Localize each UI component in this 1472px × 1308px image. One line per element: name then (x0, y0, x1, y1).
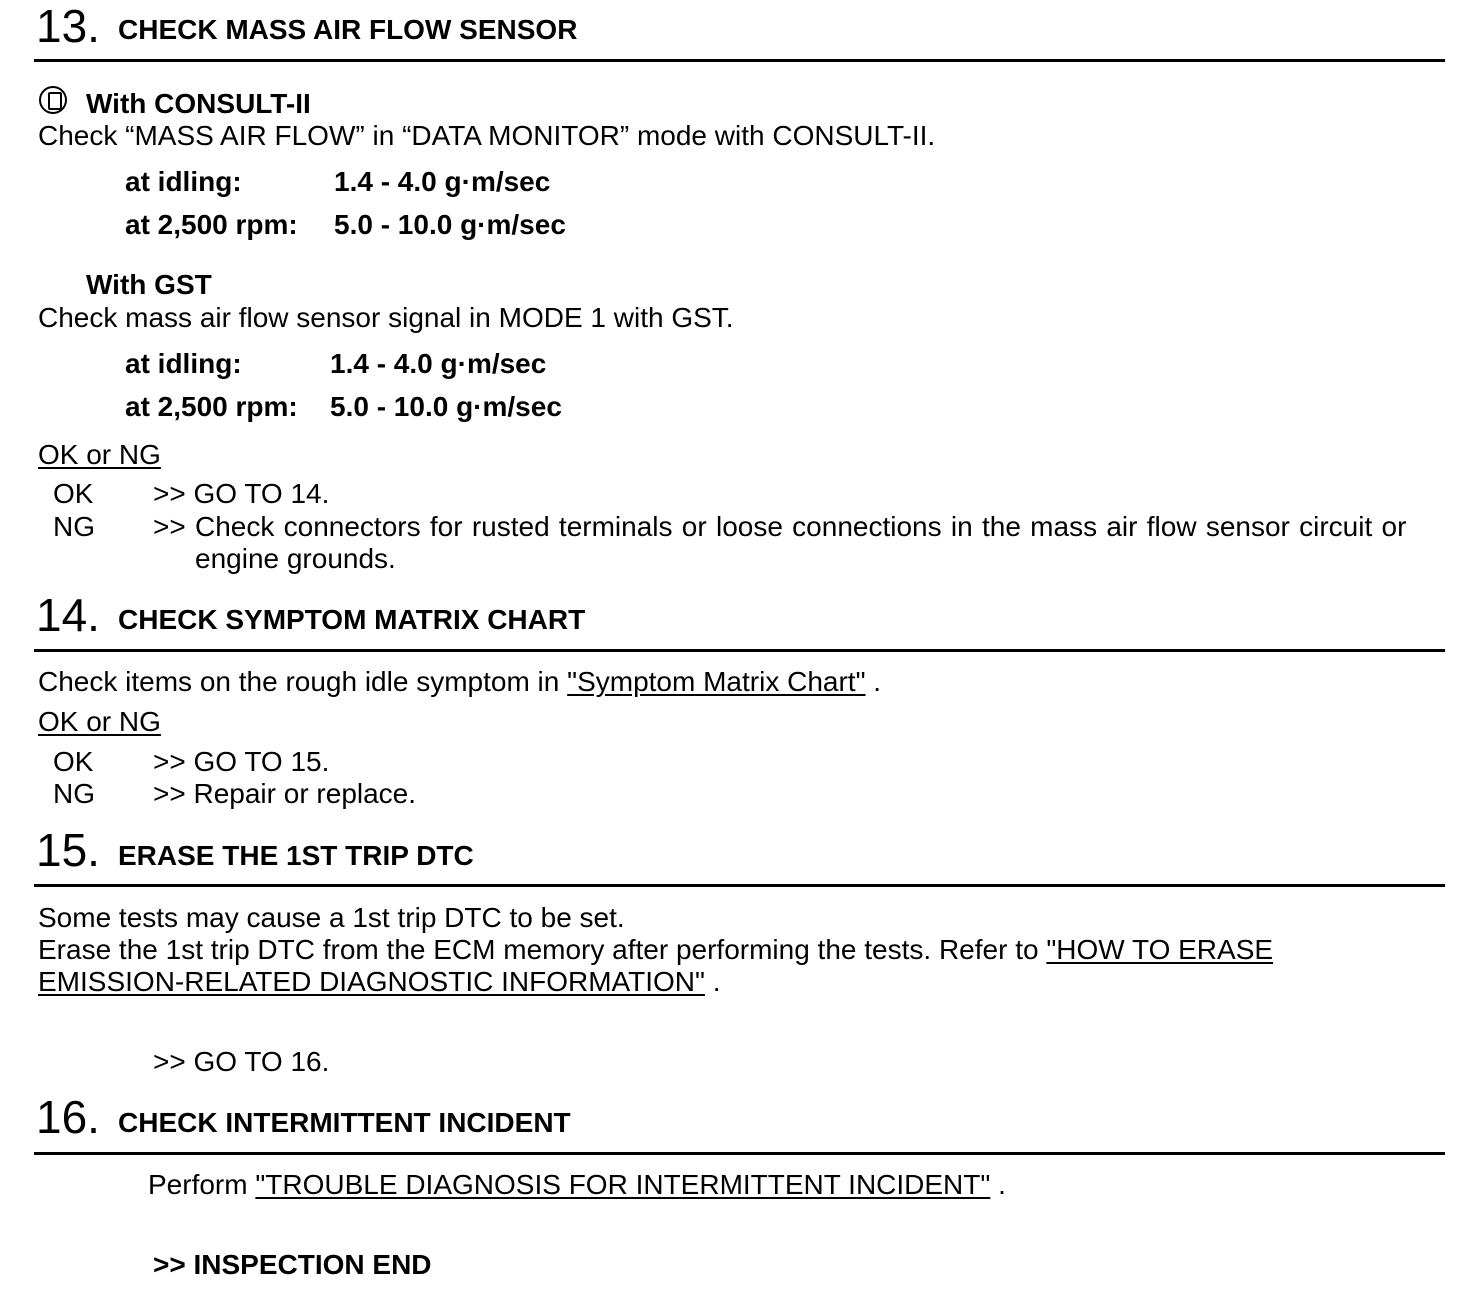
section-13-ng-label: NG (53, 511, 95, 542)
section-15-goto: >> GO TO 16. (153, 1046, 330, 1077)
section-13-ok-or-ng: OK or NG (38, 439, 161, 470)
gst-rpm-label: at 2,500 rpm: (125, 391, 298, 422)
section-13-ng-action: >> Check connectors for rusted terminals or loose connections in the mass air flow sensor circuit or (153, 511, 1407, 542)
section-14-ng-label: NG (53, 778, 95, 809)
gst-instruction: Check mass air flow sensor signal in MODE 1 with GST. (38, 302, 734, 333)
consult-idle-value: 1.4 - 4.0 g·m/sec (334, 166, 551, 197)
consult-tool-icon (39, 86, 67, 114)
section-16-instruction (148, 1169, 1006, 1201)
section-16-number: 16. (36, 1091, 100, 1143)
section-14-number: 14. (36, 589, 100, 641)
section-14-ok-label: OK (53, 746, 94, 777)
section-15-number: 15. (36, 824, 100, 876)
section-13-ok-action: >> GO TO 14. (153, 478, 330, 509)
section-15-line-3-end: . (704, 966, 721, 997)
section-13-ok-label: OK (53, 478, 94, 509)
section-14-instruction-text: Check items on the rough idle symptom in (38, 666, 568, 697)
gst-idle-label: at idling: (125, 348, 242, 379)
section-14-ng-action: >> Repair or replace. (153, 778, 417, 809)
section-16-instruction-end: . (990, 1169, 1006, 1200)
section-15-line-2 (38, 934, 1273, 966)
consult-rpm-value: 5.0 - 10.0 g·m/sec (334, 209, 566, 240)
erase-dtc-link-part-2[interactable]: EMISSION-RELATED DIAGNOSTIC INFORMATION" (38, 966, 705, 997)
section-16-title: CHECK INTERMITTENT INCIDENT (118, 1107, 571, 1138)
section-14-instruction-end: . (865, 666, 882, 697)
erase-dtc-link-part-1[interactable]: "HOW TO ERASE (1046, 934, 1274, 965)
section-15-rule (34, 884, 1445, 887)
inspection-end: >> INSPECTION END (153, 1249, 432, 1280)
intermittent-incident-link[interactable]: "TROUBLE DIAGNOSIS FOR INTERMITTENT INCIDENT" (255, 1169, 991, 1200)
section-13-number: 13. (36, 0, 100, 52)
gst-rpm-value: 5.0 - 10.0 g·m/sec (330, 391, 562, 422)
consult-idle-label: at idling: (125, 166, 242, 197)
section-14-ok-or-ng: OK or NG (38, 706, 161, 737)
symptom-matrix-chart-link[interactable]: "Symptom Matrix Chart" (567, 666, 866, 697)
section-16-rule (34, 1152, 1445, 1155)
section-14-title: CHECK SYMPTOM MATRIX CHART (118, 604, 586, 635)
gst-heading: With GST (86, 269, 212, 300)
section-15-line-2-text: Erase the 1st trip DTC from the ECM memory after performing the tests. Refer to (38, 934, 1047, 965)
consult-instruction: Check “MASS AIR FLOW” in “DATA MONITOR” mode with CONSULT-II. (38, 120, 936, 151)
section-15-title: ERASE THE 1ST TRIP DTC (118, 840, 474, 871)
section-14-ok-action: >> GO TO 15. (153, 746, 330, 777)
gst-idle-value: 1.4 - 4.0 g·m/sec (330, 348, 547, 379)
section-13-rule (34, 59, 1445, 62)
consult-rpm-label: at 2,500 rpm: (125, 209, 298, 240)
section-14-instruction (38, 666, 881, 698)
section-13-ng-action-cont: engine grounds. (195, 543, 396, 574)
section-16-perform-text: Perform (148, 1169, 256, 1200)
section-14-rule (34, 649, 1445, 652)
consult-heading: With CONSULT-II (86, 88, 311, 119)
section-13-title: CHECK MASS AIR FLOW SENSOR (118, 14, 578, 45)
section-15-line-3 (38, 966, 721, 998)
section-15-line-1: Some tests may cause a 1st trip DTC to be set. (38, 902, 625, 933)
